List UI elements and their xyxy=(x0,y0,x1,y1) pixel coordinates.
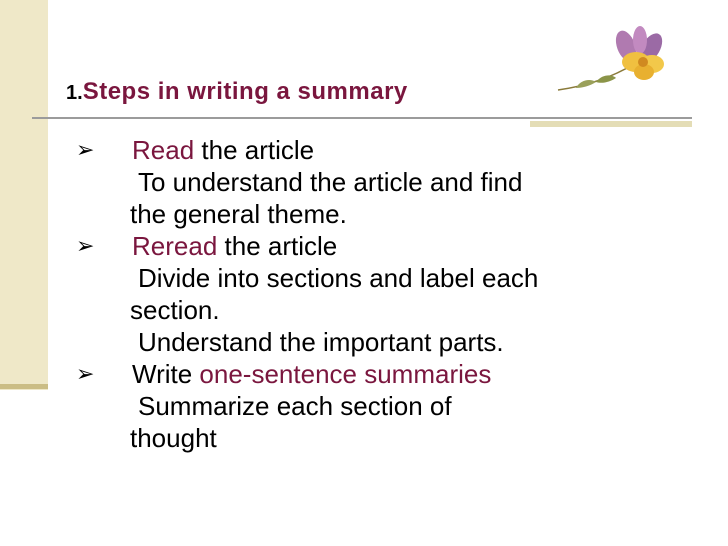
step-text: the article xyxy=(217,231,338,261)
list-item xyxy=(64,358,664,390)
step-keyword: Reread xyxy=(132,231,218,261)
left-bar-edge xyxy=(0,384,48,389)
step-detail: Divide into sections and label each xyxy=(138,263,539,293)
step-detail: the general theme. xyxy=(130,199,347,229)
step-detail: To understand the article and find xyxy=(138,167,523,197)
step-keyword: one-sentence summaries xyxy=(199,359,492,389)
title-text: Steps in writing a summary xyxy=(82,78,408,105)
slide-title xyxy=(66,78,408,106)
step-keyword: Read xyxy=(132,135,195,165)
step-text: the article xyxy=(194,135,315,165)
title-number: 1. xyxy=(66,82,83,104)
bullet-arrow-icon: ➢ xyxy=(76,361,95,386)
slide-body xyxy=(64,134,664,454)
title-divider-accent xyxy=(530,121,692,127)
list-item xyxy=(64,230,664,262)
step-detail: Understand the important parts. xyxy=(138,327,504,357)
step-detail: thought xyxy=(130,423,217,453)
list-item xyxy=(64,134,664,166)
step-detail: Summarize each section of xyxy=(138,391,452,421)
step-detail: section. xyxy=(130,295,220,325)
bullet-arrow-icon: ➢ xyxy=(76,233,95,258)
flower-icon xyxy=(556,26,671,96)
title-divider xyxy=(32,117,692,119)
step-text: Write xyxy=(132,359,200,389)
left-decorative-bar xyxy=(0,0,48,390)
bullet-arrow-icon: ➢ xyxy=(76,137,95,162)
